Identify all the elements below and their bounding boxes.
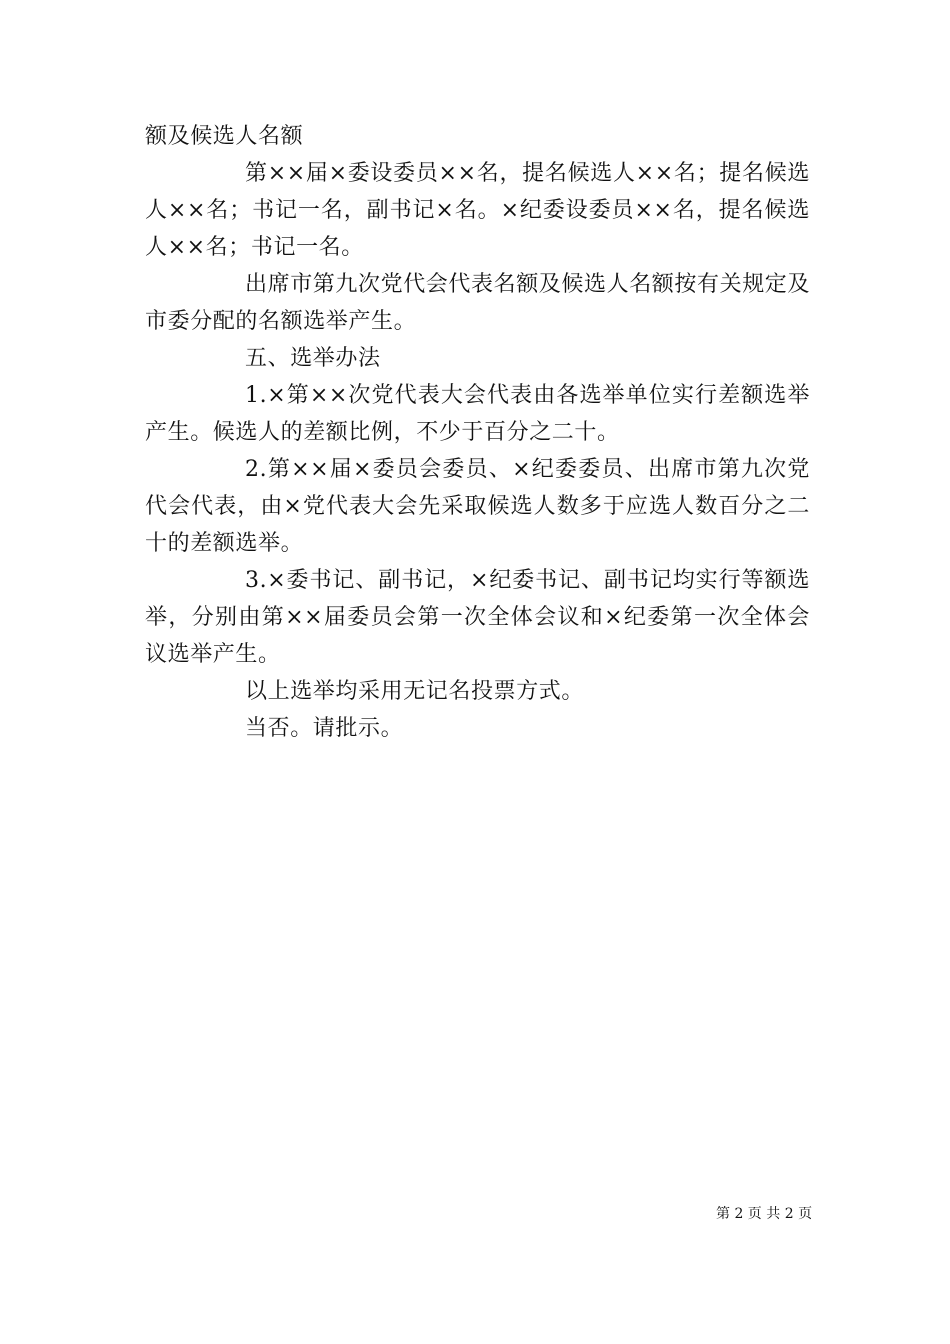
section-heading-election-method: 五、选举办法	[245, 346, 381, 371]
paragraph-item-3: 3.×委书记、副书记，×纪委书记、副书记均实行等额选举，分别由第××届委员会第一次全体会议和×纪委第一次全体会议选举产生。	[145, 568, 810, 667]
paragraph-delegate-quota: 出席市第九次党代会代表名额及候选人名额按有关规定及市委分配的名额选举产生。	[145, 272, 811, 334]
paragraph-closing: 当否。请批示。	[245, 716, 404, 741]
page-number-footer: 第 2 页 共 2 页	[716, 1206, 813, 1222]
paragraph-secret-ballot: 以上选举均采用无记名投票方式。	[245, 679, 585, 704]
document-body	[145, 118, 810, 747]
paragraph-item-2: 2.第××届×委员会委员、×纪委委员、出席市第九次党代会代表，由×党代表大会先采取候选人数多于应选人数百分之二十的差额选举。	[145, 457, 810, 556]
paragraph-committee-quota: 第××届×委设委员××名，提名候选人××名；提名候选人××名；书记一名，副书记×名。×纪委设委员××名，提名候选人××名；书记一名。	[145, 161, 810, 260]
paragraph-item-1: 1.×第××次党代表大会代表由各选举单位实行差额选举产生。候选人的差额比例，不少于百分之二十。	[145, 383, 810, 445]
paragraph-continuation: 额及候选人名额	[145, 124, 304, 149]
